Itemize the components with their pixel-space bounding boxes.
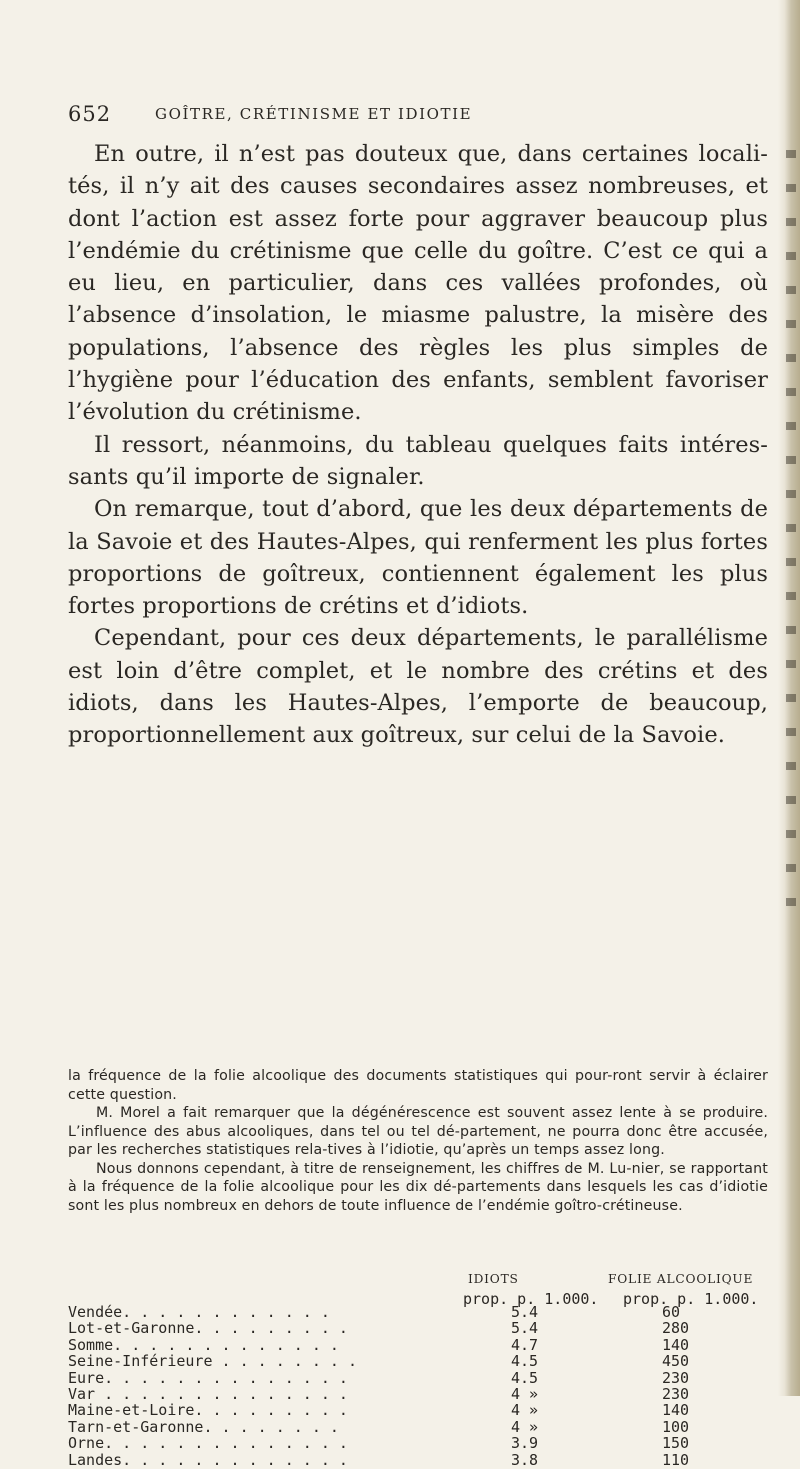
page-edge-shadow	[778, 0, 800, 1396]
paragraph: En outre, il n’est pas douteux que, dans certaines locali-tés, il n’y ait des causes secondaires assez nombreuses, et dont l’action est assez forte pour aggraver beaucoup plus l’endémie du crétinisme que celle du goître. C’est ce qui a eu lieu, en particulier, dans ces vallées profondes, où l’absence d’insolation, le miasme palustre, la misère des populations, l’absence des règles les plus simples de l’hygiène pour l’éducation des enfants, semblent favoriser l’évolution du crétinisme.	[68, 141, 768, 426]
column-subheader-folie: prop. p. 1.000.	[623, 1290, 759, 1308]
table-row	[68, 1386, 768, 1402]
table-row	[68, 1353, 768, 1369]
folie-value: 230	[662, 1368, 690, 1387]
column-header-idiots: IDIOTS	[468, 1272, 519, 1286]
table-row	[68, 1370, 768, 1386]
idiots-value: 4 »	[511, 1417, 539, 1436]
folie-value: 230	[662, 1384, 690, 1403]
table-body	[68, 1304, 768, 1468]
table-row	[68, 1435, 768, 1451]
running-title: GOÎTRE, CRÉTINISME ET IDIOTIE	[155, 105, 473, 123]
footnote-paragraph: la fréquence de la folie alcoolique des documents statistiques qui pour-ront servir à éclairer cette question.	[68, 1068, 768, 1103]
idiots-value: 3.9	[511, 1434, 539, 1453]
table-row	[68, 1419, 768, 1435]
department-name: Landes. . . . . . . . . . . . .	[68, 1450, 348, 1469]
folie-value: 150	[662, 1434, 690, 1453]
bleed-through-marks	[786, 150, 796, 930]
department-name: Lot-et-Garonne. . . . . . . . .	[68, 1319, 348, 1338]
paragraph: Il ressort, néanmoins, du tableau quelques faits intéres-sants qu’il importe de signaler.	[68, 431, 768, 490]
folie-value: 280	[662, 1319, 690, 1338]
main-text	[68, 138, 768, 752]
idiots-value: 4 »	[511, 1384, 539, 1403]
column-header-folie: FOLIE ALCOOLIQUE	[608, 1272, 754, 1286]
table-row	[68, 1337, 768, 1353]
idiots-value: 5.4	[511, 1319, 539, 1338]
department-name: Somme. . . . . . . . . . . . .	[68, 1335, 339, 1354]
folie-value: 60	[662, 1303, 681, 1321]
footnote	[68, 1067, 768, 1215]
page-header	[68, 102, 748, 132]
table-row	[68, 1320, 768, 1336]
footnote-paragraph: M. Morel a fait remarquer que la dégénérescence est souvent assez lente à se produire. L’influence des abus alcooliques, dans tel ou tel dé-partement, ne pourra donc être accusée, par les recherches statistiques rela-tives à l’idiotie, qu’après un temps assez long.	[68, 1105, 768, 1158]
department-name: Seine-Inférieure . . . . . . . .	[68, 1352, 357, 1371]
department-name: Vendée. . . . . . . . . . . .	[68, 1303, 330, 1321]
folie-value: 140	[662, 1335, 690, 1354]
paragraph: Cependant, pour ces deux départements, le parallélisme est loin d’être complet, et le nombre des crétins et des idiots, dans les Hautes-Alpes, l’emporte de beaucoup, proportionnellement aux goîtreux, sur celui de la Savoie.	[68, 625, 768, 749]
table-row	[68, 1452, 768, 1468]
folie-value: 110	[662, 1450, 690, 1469]
column-subheader-idiots: prop. p. 1.000.	[463, 1290, 599, 1308]
idiots-value: 4.5	[511, 1368, 539, 1387]
department-name: Tarn-et-Garonne. . . . . . . .	[68, 1417, 339, 1436]
department-name: Maine-et-Loire. . . . . . . . .	[68, 1401, 348, 1420]
footnote-paragraph: Nous donnons cependant, à titre de renseignement, les chiffres de M. Lu-nier, se rapportant à la fréquence de la folie alcoolique pour les dix dé-partements dans lesquels les cas d’idiotie sont les plus nombreux en dehors de toute influence de l’endémie goîtro-crétineuse.	[68, 1160, 768, 1214]
paragraph: On remarque, tout d’abord, que les deux départements de la Savoie et des Hautes-Alpes, qui renferment les plus fortes proportions de goîtreux, contiennent également les plus fortes proportions de crétins et d’idiots.	[68, 496, 768, 620]
idiots-value: 3.8	[511, 1450, 539, 1469]
table-row	[68, 1304, 768, 1320]
folie-value: 450	[662, 1352, 690, 1371]
idiots-value: 4.5	[511, 1352, 539, 1371]
idiots-value: 4.7	[511, 1335, 539, 1354]
department-name: Eure. . . . . . . . . . . . . .	[68, 1368, 348, 1387]
page-number: 652	[68, 102, 112, 126]
folie-value: 140	[662, 1401, 690, 1420]
idiots-value: 5.4	[511, 1303, 539, 1321]
department-name: Var . . . . . . . . . . . . . .	[68, 1384, 348, 1403]
idiots-value: 4 »	[511, 1401, 539, 1420]
folie-value: 100	[662, 1417, 690, 1436]
department-name: Orne. . . . . . . . . . . . . .	[68, 1434, 348, 1453]
table-row	[68, 1402, 768, 1418]
